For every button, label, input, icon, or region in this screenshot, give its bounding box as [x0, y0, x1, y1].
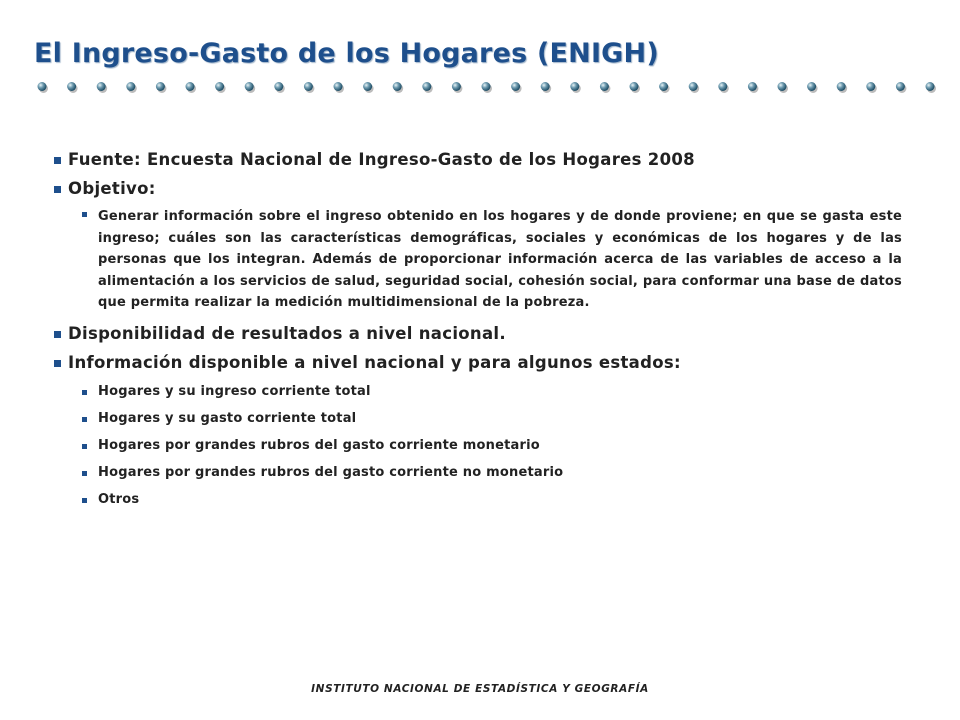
sublist-item: Hogares por grandes rubros del gasto corriente no monetario [82, 465, 902, 480]
decorative-dot [748, 82, 759, 93]
decorative-dot [245, 82, 256, 93]
slide-content [54, 150, 902, 507]
decorative-dot [422, 82, 433, 93]
objetivo-description: Generar información sobre el ingreso obtenido en los hogares y de donde proviene; en que se gasta este ingreso; cuáles son las características demográficas, sociales y económicas de los hogares y de las personas que los integran. Además de proporcionar información acerca de las variables de acceso a la alimentación a los servicios de salud, seguridad social, cohesión social, para conformar una base de datos que permita realizar la medición multidimensional de la pobreza. [82, 206, 902, 314]
decorative-dot [186, 82, 197, 93]
decorative-dot [156, 82, 167, 93]
decorative-dot [334, 82, 345, 93]
sublist-item: Hogares por grandes rubros del gasto corriente monetario [82, 438, 902, 453]
decorative-dot [837, 82, 848, 93]
slide-title: El Ingreso-Gasto de los Hogares (ENIGH) [34, 38, 659, 69]
decorative-dot [363, 82, 374, 93]
decorative-dot [718, 82, 729, 93]
decorative-dot-row [36, 79, 936, 95]
decorative-dot [689, 82, 700, 93]
decorative-dot [866, 82, 877, 93]
footer-institution: INSTITUTO NACIONAL DE ESTADÍSTICA Y GEOGRAFÍA [311, 683, 649, 695]
decorative-dot [393, 82, 404, 93]
decorative-dot [511, 82, 521, 93]
decorative-dot [896, 82, 907, 93]
bullet-disponibilidad: Disponibilidad de resultados a nivel nacional. [54, 324, 902, 343]
decorative-dot [97, 82, 108, 93]
decorative-dot [541, 82, 552, 93]
decorative-dot [274, 82, 285, 93]
decorative-dot [807, 82, 818, 93]
decorative-dot [126, 82, 137, 93]
decorative-dot [452, 82, 463, 93]
decorative-dot [215, 82, 226, 93]
decorative-dot [482, 82, 493, 93]
decorative-dot [570, 82, 581, 93]
decorative-dot [630, 82, 641, 93]
sublist-item: Hogares y su ingreso corriente total [82, 384, 902, 399]
decorative-dot [926, 82, 937, 93]
sublist-item: Otros [82, 492, 902, 507]
decorative-dot [600, 82, 611, 93]
decorative-dot [67, 82, 78, 93]
decorative-dot [38, 82, 49, 93]
bullet-objetivo: Objetivo: [54, 179, 902, 198]
bullet-fuente: Fuente: Encuesta Nacional de Ingreso-Gasto de los Hogares 2008 [54, 150, 902, 169]
decorative-dot [659, 82, 670, 93]
decorative-dot [778, 82, 789, 93]
bullet-informacion: Información disponible a nivel nacional y para algunos estados: [54, 353, 902, 372]
decorative-dot [304, 82, 315, 93]
sublist-item: Hogares y su gasto corriente total [82, 411, 902, 426]
